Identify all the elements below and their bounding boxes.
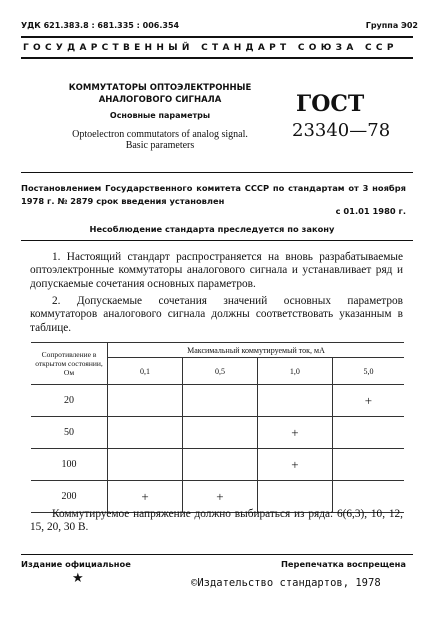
parameters-table: [31, 342, 404, 513]
table-cell: [108, 417, 183, 449]
top-rule: [21, 36, 413, 38]
table-cell: [332, 449, 404, 481]
official-edition-label: Издание официальное: [21, 559, 131, 569]
group-code: Группа Э02: [365, 21, 418, 30]
table-header-row: [31, 343, 404, 358]
resistance-value: 100: [31, 449, 108, 481]
table-cell: [182, 449, 257, 481]
resistance-value: 200: [31, 481, 108, 513]
title-rule: [21, 57, 413, 59]
paragraph-1-text: 1. Настоящий стандарт распространяется на вновь разрабатываемые оптоэлектронные коммутаторы аналогового сигнала и устанавливает ряд и допускаемые сочетания основных параметров.: [30, 251, 403, 290]
table-cell: [182, 385, 257, 417]
effective-date: с 01.01 1980 г.: [335, 206, 406, 216]
paragraph-1: [30, 251, 403, 291]
document-title-en: [64, 129, 256, 151]
title-ru-line1: КОММУТАТОРЫ ОПТОЭЛЕКТРОННЫЕ: [68, 83, 252, 93]
document-subtitle-ru: Основные параметры: [109, 111, 211, 120]
resistance-value: 50: [31, 417, 108, 449]
title-en-line1: Optoelectron commutators of analog signal.: [72, 129, 248, 140]
document-title-ru: [64, 82, 256, 106]
table-cell: +: [257, 417, 332, 449]
decree-rule: [21, 172, 413, 173]
current-group-header: Максимальный коммутируемый ток, мА: [108, 343, 405, 358]
resistance-column-header: Сопротивление в открытом состоянии, Ом: [31, 343, 108, 385]
notice-rule: [21, 240, 413, 241]
table-row: [31, 449, 404, 481]
footer-rule: [21, 554, 413, 555]
paragraph-3: [30, 508, 403, 535]
table-row: [31, 417, 404, 449]
table-cell: +: [108, 481, 183, 513]
table-cell: [108, 385, 183, 417]
table-cell: +: [182, 481, 257, 513]
current-header-2: 0,5: [182, 358, 257, 385]
table-cell: [332, 417, 404, 449]
table-cell: [257, 385, 332, 417]
title-en-line2: Basic parameters: [125, 140, 195, 151]
gost-number: 23340—78: [292, 120, 391, 141]
star-icon: ★: [72, 571, 84, 586]
decree-text: Постановлением Государственного комитета СССР по стандартам от 3 ноября 1978 г. № 2879 срок введения установлен: [21, 183, 406, 206]
copyright-notice: ©Издательство стандартов, 1978: [191, 577, 381, 589]
table-row: [31, 385, 404, 417]
paragraph-2-text: 2. Допускаемые сочетания значений основных параметров коммутаторов аналогового сигнала должны соответствовать указанным в таблице.: [30, 295, 403, 334]
legal-notice: Несоблюдение стандарта преследуется по закону: [89, 224, 335, 234]
reprint-prohibited-label: Перепечатка воспрещена: [280, 559, 406, 569]
table-cell: +: [257, 449, 332, 481]
current-header-4: 5,0: [332, 358, 404, 385]
table-cell: [108, 449, 183, 481]
gost-label: ГОСТ: [296, 91, 365, 117]
standard-title: ГОСУДАРСТВЕННЫЙ СТАНДАРТ СОЮЗА ССР: [23, 43, 398, 53]
udk-code: УДК 621.383.8 : 681.335 : 006.354: [21, 21, 180, 30]
paragraph-2: [30, 295, 403, 335]
table-cell: [182, 417, 257, 449]
current-header-3: 1,0: [257, 358, 332, 385]
table-cell: +: [332, 385, 404, 417]
title-ru-line2: АНАЛОГОВОГО СИГНАЛА: [98, 95, 222, 105]
paragraph-3-text: Коммутируемое напряжение должно выбираться из ряда: 6(6,3), 10, 12, 15, 20, 30 В.: [30, 508, 403, 534]
current-header-1: 0,1: [108, 358, 183, 385]
resistance-value: 20: [31, 385, 108, 417]
